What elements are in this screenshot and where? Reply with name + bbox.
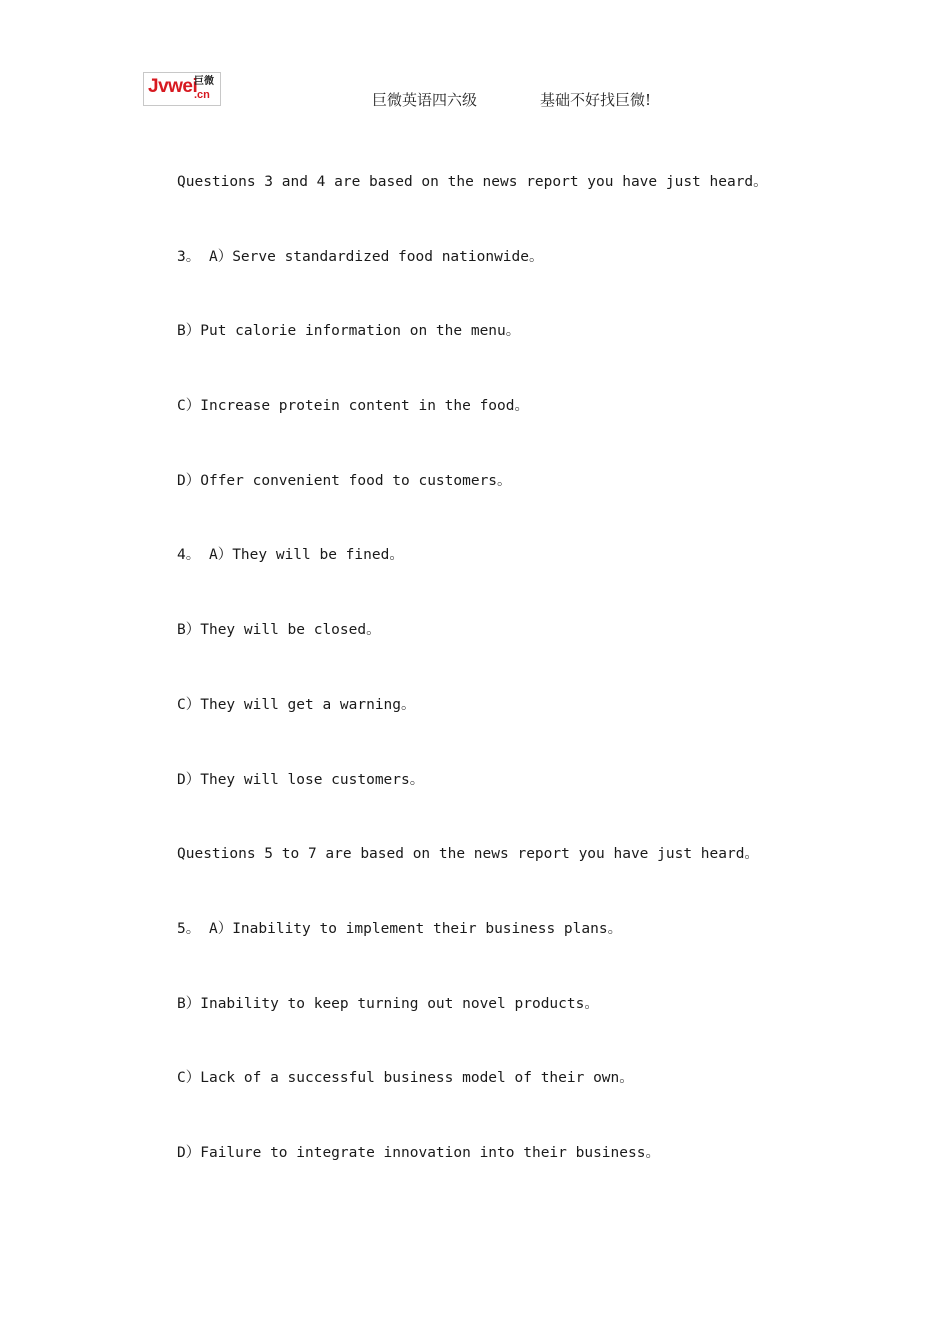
question-3-option-b: B）Put calorie information on the menu。	[177, 323, 521, 340]
header-title: 巨微英语四六级	[372, 91, 478, 109]
header-slogan: 基础不好找巨微!	[540, 91, 652, 109]
question-5-option-a: 5。 A）Inability to implement their business plans。	[177, 920, 623, 937]
question-4-option-d: D）They will lose customers。	[177, 771, 425, 788]
question-3-option-a: 3。 A）Serve standardized food nationwide。	[177, 248, 544, 265]
page-header	[0, 0, 950, 130]
document-body	[177, 172, 877, 1218]
jvwei-logo	[143, 72, 221, 106]
logo-wordmark: Jvwei	[148, 76, 198, 97]
question-4-option-c: C）They will get a warning。	[177, 696, 416, 713]
section-intro-q3-4: Questions 3 and 4 are based on the news report you have just heard。	[177, 174, 768, 190]
logo-domain-suffix: .cn	[194, 89, 210, 101]
question-3-option-c: C）Increase protein content in the food。	[177, 398, 530, 415]
question-4-option-a: 4。 A）They will be fined。	[177, 547, 404, 564]
question-5-option-b: B）Inability to keep turning out novel products。	[177, 995, 599, 1012]
section-intro-q5-7: Questions 5 to 7 are based on the news report you have just heard。	[177, 846, 759, 863]
logo-chinese-chars: 巨微	[194, 76, 214, 87]
question-5-option-c: C）Lack of a successful business model of their own。	[177, 1070, 634, 1087]
question-3-option-d: D）Offer convenient food to customers。	[177, 472, 512, 489]
question-5-option-d: D）Failure to integrate innovation into their business。	[177, 1144, 660, 1161]
question-4-option-b: B）They will be closed。	[177, 622, 381, 639]
